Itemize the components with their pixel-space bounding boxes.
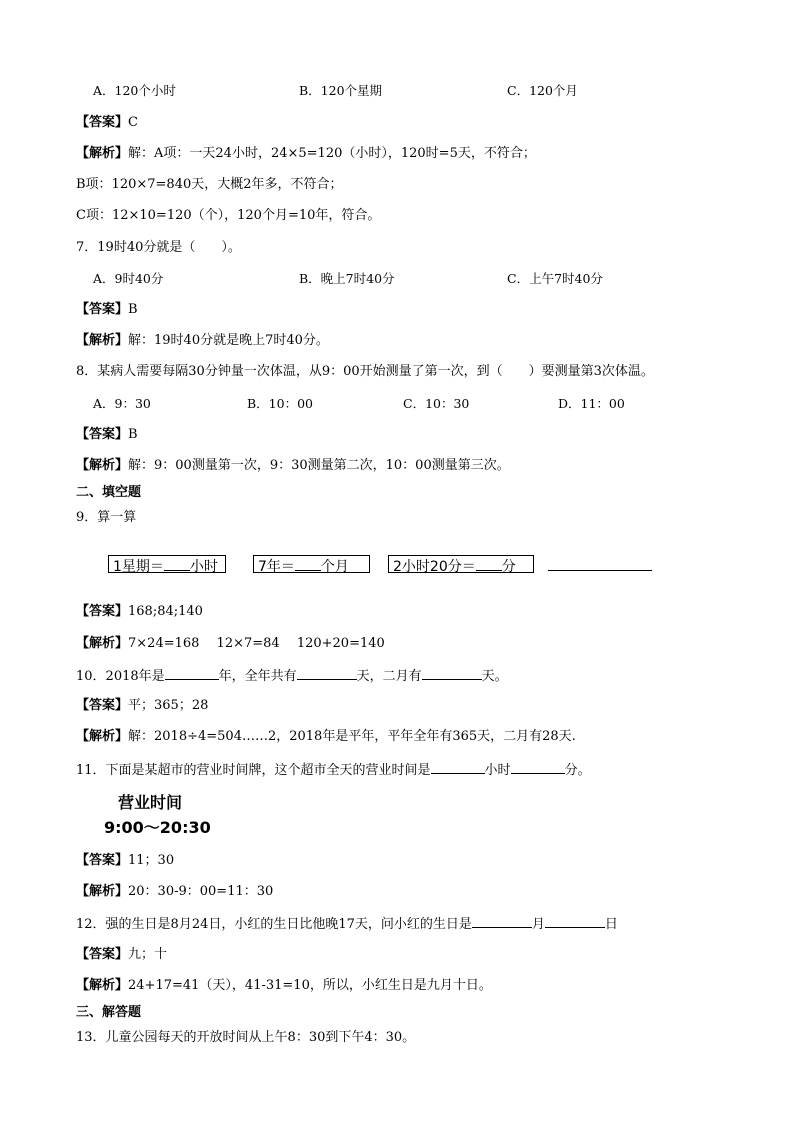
- q12-answer: 【答案】九；十: [76, 947, 168, 962]
- q9-analysis: 【解析】7×24=168 12×7=84 120+20=140: [76, 636, 385, 651]
- store-hours-sign-time: 9:00～20:30: [104, 818, 211, 837]
- q7-option-c: C．上午7时40分: [507, 271, 603, 286]
- q12-analysis: 【解析】24+17=41（天），41-31=10，所以，小红生日是九月十日。: [76, 978, 492, 993]
- section-solve-heading: 三、解答题: [76, 1005, 142, 1020]
- q9-box-week-hours: 1星期＝ 小时: [108, 555, 226, 573]
- q7-option-b: B．晚上7时40分: [299, 271, 395, 286]
- q11-question: 11．下面是某超市的营业时间牌，这个超市全天的营业时间是 小时 分。: [76, 763, 591, 778]
- q12-question: 12．强的生日是8月24日，小红的生日比他晚17天，问小红的生日是 月 日: [76, 917, 618, 932]
- q6-answer: 【答案】C: [76, 115, 138, 130]
- q8-option-d: D．11：00: [558, 396, 625, 411]
- q8-option-b: B．10：00: [247, 396, 313, 411]
- q8-option-a: A．9：30: [93, 396, 151, 411]
- q6-analysis-line-2: B项：120×7=840天，大概2年多，不符合；: [76, 177, 343, 192]
- q9-question: 9．算一算: [76, 510, 137, 525]
- q6-analysis-line-3: C项：12×10=120（个），120个月=10年，符合。: [76, 208, 381, 223]
- q10-answer: 【答案】平；365；28: [76, 698, 209, 713]
- q9-box-hours-minutes: 2小时20分＝ 分: [388, 555, 534, 573]
- q9-answer-blank: [548, 570, 652, 571]
- q8-question: 8．某病人需要每隔30分钟量一次体温，从9：00开始测量了第一次，到（ ）要测量第3次体温。: [76, 364, 654, 379]
- q7-question: 7．19时40分就是（ ）。: [76, 240, 241, 255]
- q8-answer: 【答案】B: [76, 427, 138, 442]
- section-fill-in-heading: 二、填空题: [76, 485, 142, 500]
- q6-option-c: C．120个月: [507, 83, 578, 98]
- q11-answer: 【答案】11；30: [76, 853, 175, 868]
- store-hours-sign-title: 营业时间: [118, 793, 183, 812]
- q7-option-a: A．9时40分: [93, 271, 164, 286]
- q9-box-year-months: 7年＝ 个月: [253, 555, 370, 573]
- q6-analysis-line-1: 【解析】解：A项：一天24小时，24×5=120（小时），120时=5天，不符合；: [76, 146, 536, 161]
- q9-answer: 【答案】168;84;140: [76, 604, 203, 619]
- q6-option-a: A．120个小时: [93, 83, 176, 98]
- q10-analysis: 【解析】解：2018÷4=504……2，2018年是平年，平年全年有365天，二月有28天.: [76, 729, 576, 744]
- q8-option-c: C．10：30: [403, 396, 470, 411]
- q11-analysis: 【解析】20：30-9：00=11：30: [76, 884, 274, 899]
- q7-analysis: 【解析】解：19时40分就是晚上7时40分。: [76, 333, 329, 348]
- q13-question: 13．儿童公园每天的开放时间从上午8：30到下午4：30。: [76, 1030, 416, 1045]
- q6-option-b: B．120个星期: [299, 83, 383, 98]
- q10-question: 10．2018年是 年，全年共有 天，二月有 天。: [76, 669, 508, 684]
- q7-answer: 【答案】B: [76, 302, 138, 317]
- q8-analysis: 【解析】解：9：00测量第一次，9：30测量第二次，10：00测量第三次。: [76, 458, 510, 473]
